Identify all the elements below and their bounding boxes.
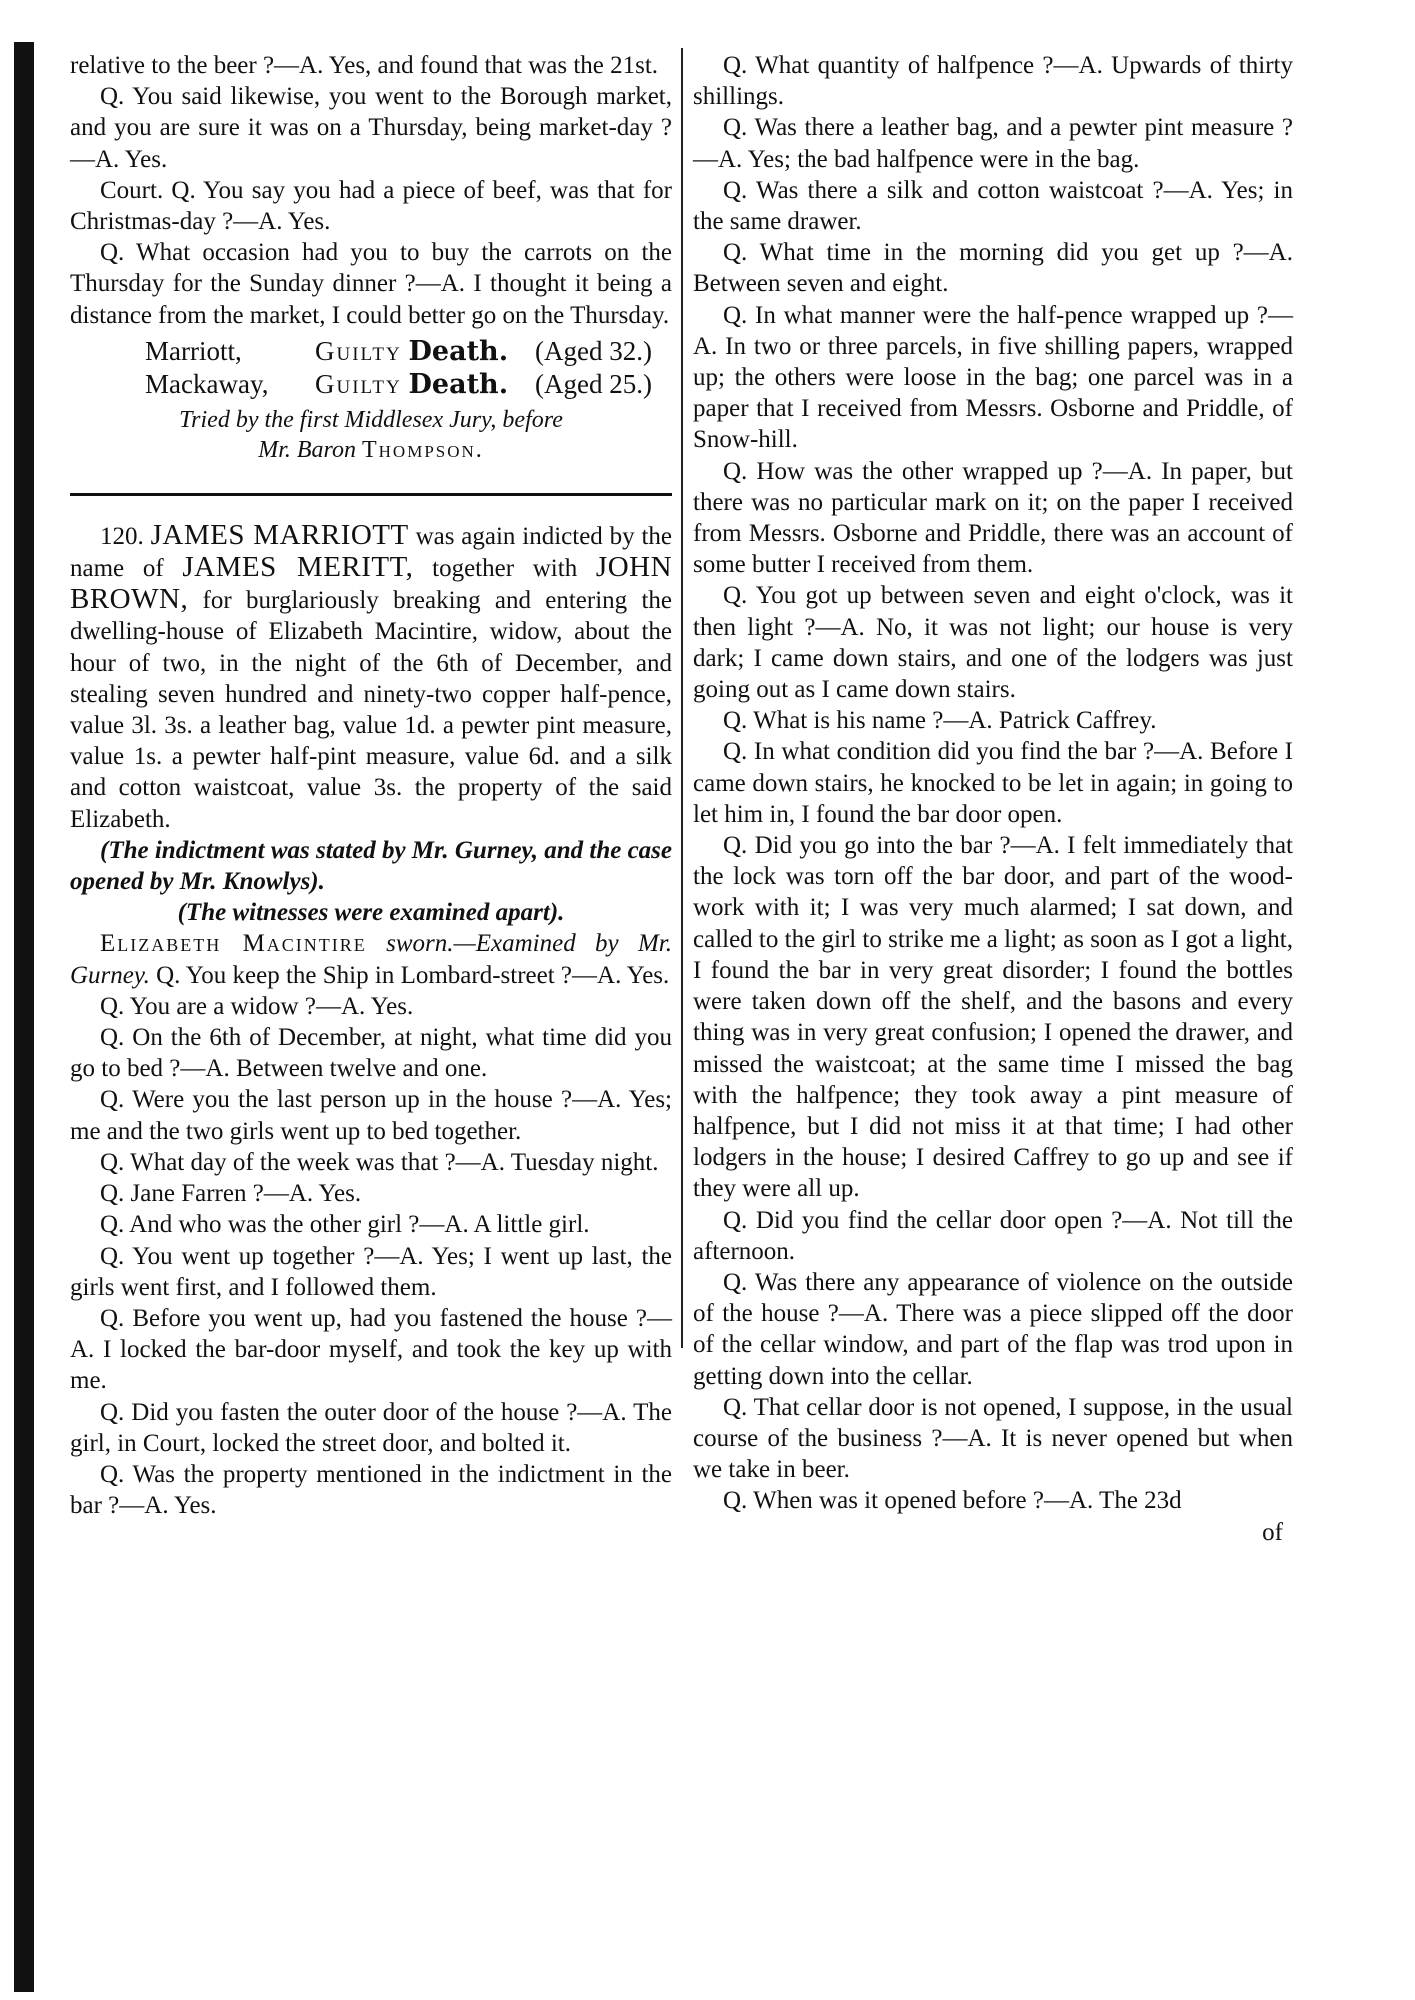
exchange: Q. On the 6th of December, at night, what time did you go to bed ?—A. Between twelve and one. — [70, 1024, 672, 1083]
paragraph: relative to the beer ?—A. Yes, and found that was the 21st. — [70, 52, 659, 79]
codefendant: JOHN BROWN, — [70, 551, 673, 616]
exchange: Q. Before you went up, had you fastened the house ?—A. I locked the bar-door myself, and took the key up with me. — [70, 1304, 672, 1395]
paragraph: Q. What occasion had you to buy the carrots on the Thursday for the Sunday dinner ?—A. I thought it being a distance from the market, I could better go on the Thursday. — [70, 239, 672, 329]
witness-heading — [70, 928, 672, 990]
exchange: Q. You went up together ?—A. Yes; I went up last, the girls went first, and I followed them. — [70, 1242, 672, 1301]
exchange: Q. Jane Farren ?—A. Yes. — [100, 1180, 362, 1208]
judge-name: Thompson. — [361, 436, 484, 463]
exchange: Q. What is his name ?—A. Patrick Caffrey. — [723, 707, 1157, 735]
defendant: JAMES MARRIOTT — [150, 518, 409, 551]
column-divider — [681, 48, 683, 1348]
verdict-text: Guilty — [315, 368, 402, 399]
paragraph: Court. Q. You say you had a piece of beef, was that for Christmas-day ?—A. Yes. — [70, 176, 672, 236]
exchange: Q. How was the other wrapped up ?—A. In paper, but there was no particular mark on it; on the paper I received from Messrs. Osborne and Priddle, there was an account of some butter I received from them. — [693, 457, 1293, 579]
case-number: 120. — [100, 522, 144, 550]
case-intro — [70, 520, 672, 835]
verdict-row — [145, 368, 672, 401]
verdict-row — [145, 335, 672, 368]
exchange: Q. Did you find the cellar door open ?—A. Not till the afternoon. — [693, 1206, 1293, 1265]
witness-sworn: sworn.—Examined by Mr. Gurney. — [70, 930, 672, 989]
exchange: Q. What day of the week was that ?—A. Tuesday night. — [100, 1148, 659, 1176]
exchange: Q. In what condition did you find the bar ?—A. Before I came down stairs, he knocked to be let in again; in going to let him in, I found the bar door open. — [693, 738, 1293, 828]
exchange: Q. What quantity of halfpence ?—A. Upwards of thirty shillings. — [693, 52, 1293, 111]
exchange: Q. In what manner were the half-pence wrapped up ?—A. In two or three parcels, in five shilling papers, wrapped up; the others were loose in the bag; one parcel was in a paper that I received from Messrs. Osborne and Priddle, of Snow-hill. — [693, 301, 1293, 454]
verdict — [315, 335, 535, 368]
exchange: Q. Were you the last person up in the house ?—A. Yes; me and the two girls went up to bed together. — [70, 1086, 672, 1145]
right-column — [693, 50, 1293, 1548]
exchange: Q. Was there a leather bag, and a pewter pint measure ?—A. Yes; the bad halfpence were in the bag. — [693, 114, 1293, 173]
verdict — [315, 368, 535, 401]
defendant-age: (Aged 25.) — [535, 368, 652, 399]
defendant-age: (Aged 32.) — [535, 335, 652, 366]
exchange: Q. That cellar door is not opened, I suppose, in the usual course of the business ?—A. It is never opened but when we take in beer. — [693, 1393, 1293, 1484]
case-text: was again indicted by the name of — [70, 522, 673, 583]
sentence: Death. — [408, 335, 509, 367]
exchange: Q. Was there any appearance of violence on the outside of the house ?—A. There was a piece slipped off the door of the cellar window, and part of the flap was trod upon in getting down into the cellar. — [693, 1268, 1293, 1390]
case-text: for burglariously breaking and entering the dwelling-house of Elizabeth Macintire, widow, about the hour of two, in the night of the 6th of December, and stealing seven hundred and ninety-two copper half-pence, value 3l. 3s. a leather bag, value 1d. a pewter pint measure, value 1s. a pewter half-pint measure, value 6d. and a silk and cotton waistcoat, value 3s. the property of the said Elizabeth. — [70, 587, 672, 833]
verdict-text: Guilty — [315, 335, 402, 366]
exchange: Q. Did you go into the bar ?—A. I felt immediately that the lock was torn off the bar door, and part of the wood-work with it; I was very much alarmed; I sat down, and called to the girl to strike me a light; as soon as I got a light, I found the bar in very great disorder; I found the bottles were taken down off the shelf, and the basons and every thing was in very great confusion; I opened the drawer, and missed the waistcoat; at the same time I missed the bag with the halfpence; they took away a pint measure of halfpence, but I did not miss it at that time; I had other lodgers in the house; I desired Caffrey to go up and see if they were all up. — [693, 832, 1293, 1203]
note: (The witnesses were examined apart). — [177, 899, 565, 927]
left-column — [70, 50, 672, 1521]
judge-title: Mr. Baron — [258, 436, 356, 463]
binding-edge — [14, 42, 34, 1992]
alias: JAMES MERITT, — [182, 551, 414, 584]
note: (The indictment was stated by Mr. Gurney, and the case opened by Mr. Knowlys). — [70, 836, 672, 896]
catchword: of — [1262, 1518, 1283, 1546]
defendant-name: Mackaway, — [145, 368, 269, 399]
defendant-name: Marriott, — [145, 335, 242, 366]
exchange: Q. Was the property mentioned in the indictment in the bar ?—A. Yes. — [70, 1460, 672, 1520]
exchange: Q. You are a widow ?—A. Yes. — [100, 992, 414, 1020]
exchange: Q. What time in the morning did you get up ?—A. Between seven and eight. — [693, 239, 1293, 298]
exchange: Q. Did you fasten the outer door of the house ?—A. The girl, in Court, locked the street door, and bolted it. — [70, 1398, 672, 1457]
witness-name: Elizabeth Macintire — [100, 930, 367, 958]
section-rule — [70, 493, 672, 496]
tried-judge — [70, 435, 672, 465]
exchange: Q. Was there a silk and cotton waistcoat ?—A. Yes; in the same drawer. — [693, 176, 1293, 236]
exchange: Q. You got up between seven and eight o'clock, was it then light ?—A. No, it was not light; our house is very dark; I came down stairs, and one of the lodgers was just going out as I came down stairs. — [693, 582, 1293, 704]
paragraph: Q. You said likewise, you went to the Borough market, and you are sure it was on a Thursday, being market-day ?—A. Yes. — [70, 83, 672, 173]
exchange: Q. When was it opened before ?—A. The 23d — [723, 1487, 1182, 1515]
tried-line: Tried by the first Middlesex Jury, before — [179, 406, 563, 433]
case-text: together with — [432, 555, 578, 583]
exchange: Q. You keep the Ship in Lombard-street ?—A. Yes. — [156, 961, 670, 989]
exchange: Q. And who was the other girl ?—A. A little girl. — [100, 1211, 590, 1239]
sentence: Death. — [408, 368, 509, 400]
